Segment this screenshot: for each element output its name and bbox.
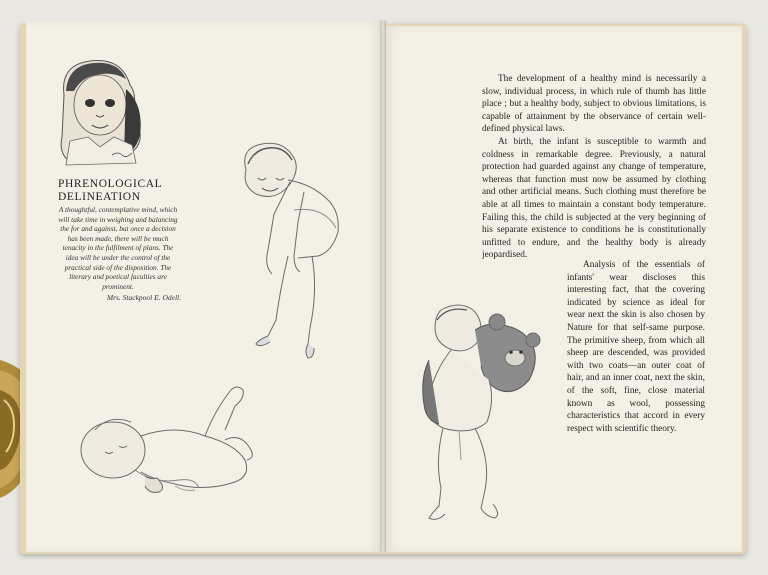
- page-title: [58, 178, 188, 204]
- girl-bending-sketch: [228, 140, 346, 365]
- paragraph-1: The development of a healthy mind is necessarily a slow, individual process, in which rule of thumb has little place ; but a healthy body, subject to obvious limitations, is capable of attainment by the observance of certain well-defined physical laws.: [482, 74, 706, 135]
- baby-portrait-sketch: [52, 55, 147, 167]
- title-line-2: DELINEATION: [58, 191, 141, 203]
- baby-lying-sketch: [75, 380, 265, 500]
- title-line-1: PHRENOLOGICAL: [58, 178, 163, 190]
- delineation-quote: A thoughtful, contemplative mind, which will take time in weighing and balancing the for and against, but once a decision has been made, there will be much tenacity in the fulfilment of plans. The idea will be under the control of the practical side of the disposition. The literary and poetical faculties are prominent.: [58, 205, 178, 291]
- child-with-teddy-sketch: [415, 300, 545, 530]
- page-gutter: [380, 20, 386, 552]
- paragraph-2: At birth, the infant is susceptible to warmth and coldness in remarkable degree. Previously, a natural protection had guarded against any change of temperature, whereas that function must now be assumed by clothing and other artificial means. Such clothing must therefore be able at all times to maintain a constant body temperature. Failing this, the child is subjected at the very beginning of his separate existence to conditions he is constitutionally unfitted to endure, and the healthy body is already jeopardised.: [482, 137, 706, 261]
- quote-attribution: Mrs. Stackpool E. Odell.: [106, 293, 181, 302]
- paragraph-3: Analysis of the essentials of infants' wear discloses this interesting fact, that the covering indicated by science as ideal for wear next the skin is also chosen by Nature for that self-same purpose. The primitive sheep, from which all sheep are descended, was provided with two coats—an outer coat of hair, and an inner coat, next the skin, of the soft, fine, close material known as wool, possessing characteristics that accord in every respect with scientific theory.: [567, 260, 705, 434]
